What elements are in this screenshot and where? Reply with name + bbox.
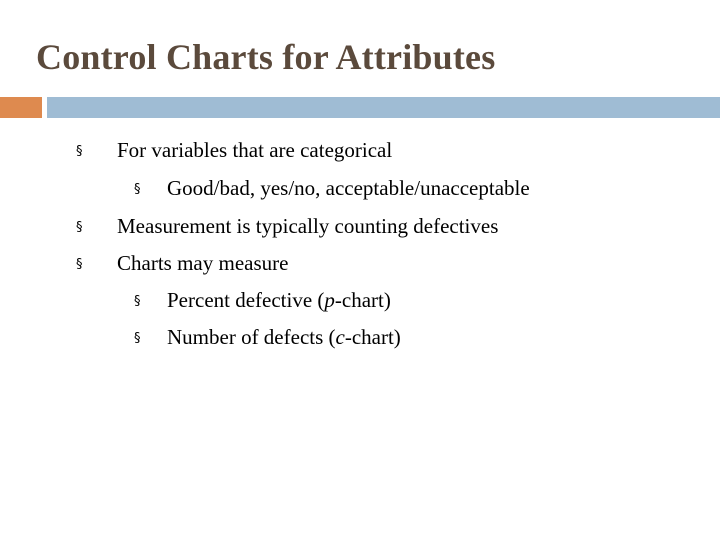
sub-bullet-marker: §	[134, 182, 141, 197]
bullet-marker: §	[76, 257, 83, 272]
sub-bullet-text: Percent defective (p-chart)	[167, 288, 391, 312]
accent-bar-orange	[0, 97, 42, 118]
sub-bullet-text: Number of defects (c-chart)	[167, 325, 401, 349]
bullet-marker: §	[76, 144, 83, 159]
italic-c: c	[335, 325, 345, 349]
bullet-text: Charts may measure	[117, 251, 289, 275]
sub-bullet-marker: §	[134, 294, 141, 309]
bullet-marker: §	[76, 220, 83, 235]
italic-p: p	[324, 288, 335, 312]
bullet-text: Measurement is typically counting defectives	[117, 214, 499, 238]
sub-bullet-text: Good/bad, yes/no, acceptable/unacceptable	[167, 176, 530, 200]
sub-bullet-marker: §	[134, 331, 141, 346]
slide-title: Control Charts for Attributes	[36, 37, 496, 77]
accent-bar-blue	[47, 97, 720, 118]
bullet-text: For variables that are categorical	[117, 138, 393, 162]
